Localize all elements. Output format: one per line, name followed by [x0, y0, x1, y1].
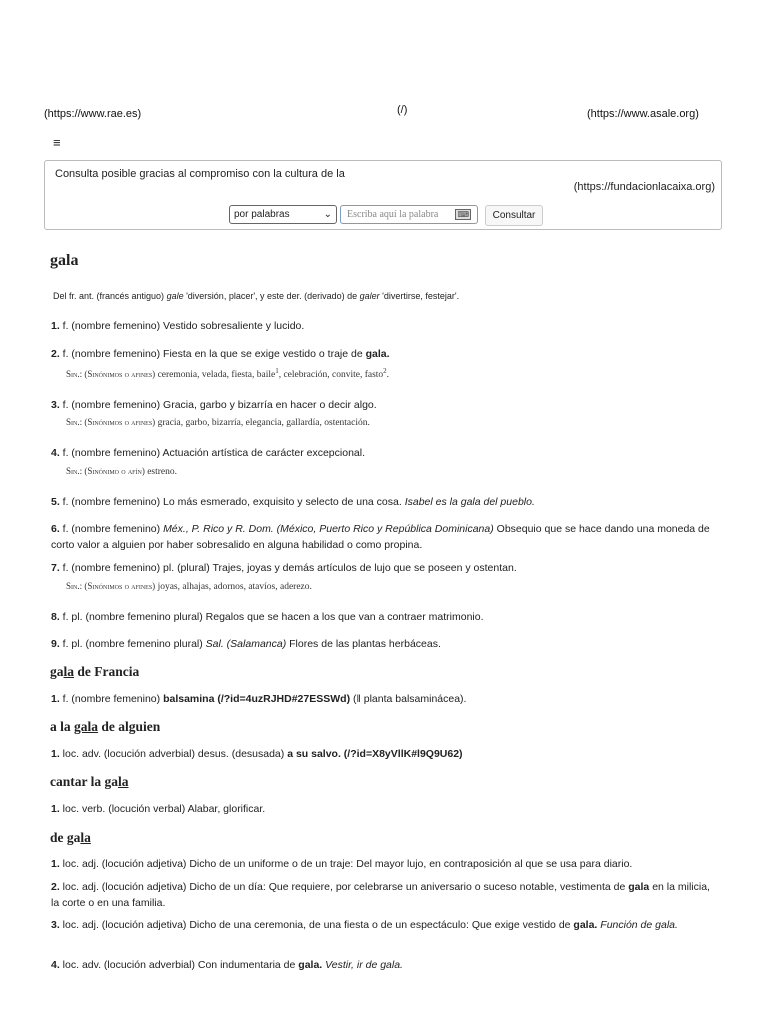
subentry-def: 1. loc. adj. (locución adjetiva) Dicho de un uniforme o de un traje: Del mayor lujo, en contraposición al que se usa para diario.: [51, 858, 633, 870]
sponsor-intro: Consulta posible gracias al compromiso con la cultura de la: [55, 168, 345, 180]
asale-link[interactable]: (https://www.asale.org): [587, 108, 699, 120]
search-input[interactable]: [340, 205, 478, 224]
subentry-title: de gala: [50, 830, 91, 845]
etymology: Del fr. ant. (francés antiguo) gale 'diversión, placer', y este der. (derivado) de galer 'divertirse, festejar'.: [53, 291, 460, 301]
search-mode-value: por palabras: [234, 209, 290, 220]
subentry-def: 4. loc. adv. (locución adverbial) Con indumentaria de gala. Vestir, ir de gala.: [51, 959, 403, 971]
home-link[interactable]: (/): [397, 104, 408, 116]
subentry-def: 1. loc. verb. (locución verbal) Alabar, glorificar.: [51, 803, 266, 815]
subentry-title: a la gala de alguien: [50, 719, 161, 734]
subentry-def: 1. loc. adv. (locución adverbial) desus. (desusada) a su salvo. (/?id=X8yVllK#l9Q9U62): [51, 748, 463, 760]
subentry-def: 2. loc. adj. (locución adjetiva) Dicho de un día: Que requiere, por celebrarse un aniversario o suceso notable, vestimenta de gala en la milicia, la corte o en una familia.: [51, 881, 710, 909]
sense-3: 3. f. (nombre femenino) Gracia, garbo y bizarría en hacer o decir algo.: [51, 399, 377, 411]
sense-5: 5. f. (nombre femenino) Lo más esmerado, exquisito y selecto de una cosa. Isabel es la gala del pueblo.: [51, 496, 535, 508]
sense-4: 4. f. (nombre femenino) Actuación artística de carácter excepcional.: [51, 447, 365, 459]
search-panel: [44, 160, 722, 230]
sense-8: 8. f. pl. (nombre femenino plural) Regalos que se hacen a los que van a contraer matrimonio.: [51, 611, 484, 623]
fundacion-link[interactable]: (https://fundacionlacaixa.org): [573, 181, 715, 193]
search-mode-select[interactable]: [229, 205, 337, 224]
consultar-button[interactable]: Consultar: [485, 205, 543, 226]
sense-1: 1. f. (nombre femenino) Vestido sobresaliente y lucido.: [51, 320, 305, 332]
chevron-down-icon: ⌄: [323, 209, 332, 220]
search-placeholder: Escriba aquí la palabra: [347, 209, 439, 220]
synonyms-7: Sin.: (Sinónimos o afines) joyas, alhajas, adornos, atavíos, aderezo.: [66, 581, 312, 592]
subentry-def: 3. loc. adj. (locución adjetiva) Dicho de una ceremonia, de una fiesta o de un espectáculo: Que exige vestido de gala. Función de gala.: [51, 919, 678, 931]
subentry-title: gala de Francia: [50, 664, 140, 679]
entry-title: gala: [50, 252, 79, 269]
synonyms-4: Sin.: (Sinónimo o afín) estreno.: [66, 466, 178, 477]
sense-2: 2. f. (nombre femenino) Fiesta en la que se exige vestido o traje de gala.: [51, 348, 390, 360]
sense-6: 6. f. (nombre femenino) Méx., P. Rico y R. Dom. (México, Puerto Rico y República Dominicana) Obsequio que se hace dando una moneda de corto valor a alguien por haber sobresalido en alguna habilidad o como propina.: [51, 523, 710, 551]
sense-9: 9. f. pl. (nombre femenino plural) Sal. (Salamanca) Flores de las plantas herbáceas.: [51, 638, 441, 650]
subentry-title: cantar la gala: [50, 774, 129, 789]
sense-7: 7. f. (nombre femenino) pl. (plural) Trajes, joyas y demás artículos de lujo que se poseen y ostentan.: [51, 562, 517, 574]
synonyms-3: Sin.: (Sinónimos o afines) gracia, garbo, bizarría, elegancia, gallardía, ostentación.: [66, 417, 370, 428]
menu-icon[interactable]: ≡: [53, 135, 61, 150]
balsamina-link[interactable]: balsamina (/?id=4uzRJHD#27ESSWd): [163, 693, 351, 705]
synonyms-2: Sin.: (Sinónimos o afines) ceremonia, velada, fiesta, baile$^1$, celebración, convite, fasto$^2$.: [66, 367, 390, 381]
keyboard-icon[interactable]: ⌨: [457, 210, 469, 219]
a-su-salvo-link[interactable]: a su salvo. (/?id=X8yVllK#l9Q9U62): [287, 748, 463, 760]
subentry-def: 1. f. (nombre femenino) balsamina (/?id=4uzRJHD#27ESSWd) (‖ planta balsaminácea).: [51, 693, 467, 705]
rae-link[interactable]: (https://www.rae.es): [44, 108, 142, 120]
